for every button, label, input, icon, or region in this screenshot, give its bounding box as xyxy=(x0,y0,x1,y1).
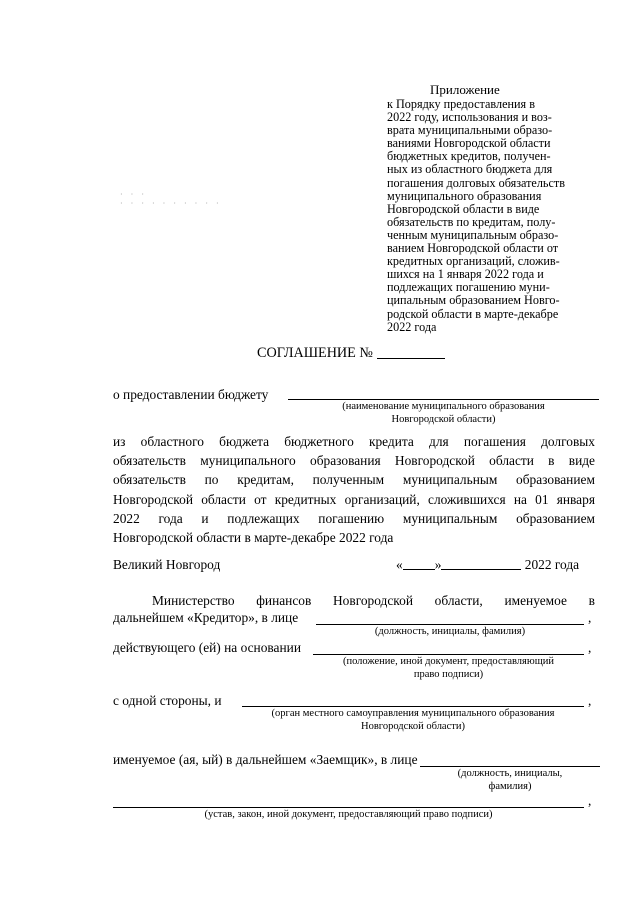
date-year: 2022 года xyxy=(524,557,580,572)
appendix-line: 2022 году, использования и воз- xyxy=(387,110,552,125)
basis-label: действующего (ей) на основании xyxy=(113,640,301,655)
word: бюджетного xyxy=(284,434,354,449)
side-caption xyxy=(242,708,584,733)
comma: , xyxy=(588,610,592,625)
appendix-line: обязательств по кредитам, полу- xyxy=(387,214,556,229)
word: для xyxy=(429,434,449,449)
word: Новгородской xyxy=(333,593,413,608)
word: обязательств xyxy=(113,472,186,488)
word: сложившихся xyxy=(428,491,506,507)
word: муниципальным xyxy=(402,510,498,526)
word: подлежащих xyxy=(227,510,300,526)
budget-caption-line: Новгородской области) xyxy=(391,413,496,425)
appendix-line: подлежащих погашению муни- xyxy=(387,280,550,295)
agreement-title-text: СОГЛАШЕНИЕ № xyxy=(257,345,373,361)
basis-field[interactable] xyxy=(313,640,584,655)
agreement-title xyxy=(257,345,445,362)
word: области xyxy=(201,491,246,507)
word: кредитам, xyxy=(237,472,294,488)
appendix-line: бюджетных кредитов, получен- xyxy=(387,149,551,164)
creditor-label: дальнейшем «Кредитор», в лице xyxy=(113,610,299,625)
word: образованием xyxy=(516,510,595,526)
word: кредитных xyxy=(274,491,337,507)
word: долговых xyxy=(541,434,595,449)
word: Министерство xyxy=(152,593,235,608)
word: погашению xyxy=(318,510,385,526)
borrower-label: именуемое (ая, ый) в дальнейшем «Заемщик», в лице xyxy=(113,752,418,767)
borrower-caption-line: (должность, инициалы, xyxy=(457,768,563,779)
side-caption-line: (орган местного самоуправления муниципального образования xyxy=(271,708,555,719)
word: области xyxy=(489,453,534,469)
appendix-line: врата муниципальными образо- xyxy=(387,123,553,138)
word: от xyxy=(254,491,267,507)
ministry-line xyxy=(152,591,595,610)
appendix-line: родской области в марте-декабре xyxy=(387,306,559,321)
appendix-line: ных из областного бюджета для xyxy=(387,162,553,177)
comma: , xyxy=(588,693,592,708)
word: кредита xyxy=(368,434,414,449)
date-quote-close: » xyxy=(434,557,442,572)
word: образованием xyxy=(516,472,595,488)
word: 2022 xyxy=(113,510,140,526)
appendix-line: к Порядку предоставления в xyxy=(387,97,535,111)
word: 01 xyxy=(535,491,549,507)
word: января xyxy=(556,491,595,507)
word: образования xyxy=(310,453,381,469)
budget-caption xyxy=(288,401,599,426)
appendix-line: погашения долговых обязательств xyxy=(387,175,565,190)
basis-caption xyxy=(313,656,584,681)
budget-label: о предоставлении бюджету xyxy=(113,387,269,402)
word: финансов xyxy=(256,593,312,608)
word: в xyxy=(548,453,555,469)
appendix-text xyxy=(387,98,597,334)
budget-field[interactable] xyxy=(288,386,599,400)
word: года xyxy=(158,510,183,526)
appendix-line: кредитных организаций, сложив- xyxy=(387,254,560,269)
word: погашения xyxy=(463,434,526,449)
purpose-line xyxy=(113,451,595,470)
word: в xyxy=(588,593,595,608)
appendix-line: муниципального образования xyxy=(387,188,542,203)
purpose-line xyxy=(113,509,595,528)
word: муниципальным xyxy=(402,472,498,488)
word: на xyxy=(513,491,527,507)
borrower-caption xyxy=(420,768,600,793)
document-caption: (устав, закон, иной документ, предоставляющий право подписи) xyxy=(204,809,493,820)
basis-caption-line: право подписи) xyxy=(413,668,484,680)
date-line xyxy=(396,557,579,573)
basis-caption-line: (положение, иной документ, предоставляющий xyxy=(342,656,555,667)
creditor-caption: (должность, инициалы, фамилия) xyxy=(374,626,526,637)
borrower-field[interactable] xyxy=(420,752,600,767)
word: виде xyxy=(568,453,595,469)
word: организаций, xyxy=(344,491,420,507)
word: именуемое xyxy=(504,593,567,608)
word: из xyxy=(113,434,126,449)
side-field[interactable] xyxy=(242,692,584,707)
date-month-field[interactable] xyxy=(441,557,521,570)
word: обязательств xyxy=(113,453,186,469)
side-caption-line: Новгородской области) xyxy=(361,720,465,732)
city: Великий Новгород xyxy=(113,557,221,572)
appendix-line: ченным муниципальным образо- xyxy=(387,227,559,242)
side-label: с одной стороны, и xyxy=(113,693,222,708)
budget-caption-line: (наименование муниципального образования xyxy=(342,401,545,412)
agreement-number-field[interactable] xyxy=(377,345,445,359)
purpose-line xyxy=(113,432,595,451)
ministry-words xyxy=(152,591,595,610)
word: области, xyxy=(434,593,483,608)
word: областного xyxy=(140,434,204,449)
scan-specks: · · · · · · · · · · · · · xyxy=(120,190,222,208)
purpose-paragraph xyxy=(113,432,595,547)
purpose-line xyxy=(113,490,595,509)
appendix-line: Новгородской области в виде xyxy=(387,201,540,216)
appendix-line: ваниями Новгородской области xyxy=(387,136,551,151)
comma: , xyxy=(588,640,592,655)
word: бюджета xyxy=(219,434,270,449)
word: и xyxy=(201,510,209,526)
date-day-field[interactable] xyxy=(403,557,435,570)
comma: , xyxy=(588,793,592,808)
appendix-line: шихся на 1 января 2022 года и xyxy=(387,267,544,282)
borrower-caption-line: фамилия) xyxy=(488,780,532,792)
purpose-line xyxy=(113,470,595,489)
purpose-line-last: Новгородской области в марте-декабре 2022 года xyxy=(113,530,394,546)
creditor-field[interactable] xyxy=(316,610,584,625)
appendix-title: Приложение xyxy=(430,82,500,97)
word: муниципального xyxy=(200,453,296,469)
appendix-line: ванием Новгородской области от xyxy=(387,241,559,256)
appendix-line: ципальным образованием Новго- xyxy=(387,293,560,308)
document-field[interactable] xyxy=(113,793,584,808)
appendix-line: 2022 года xyxy=(387,319,437,334)
word: Новгородской xyxy=(113,491,193,507)
word: Новгородской xyxy=(394,453,475,469)
date-quote-open: « xyxy=(396,557,403,572)
word: полученным xyxy=(312,472,385,488)
word: по xyxy=(204,472,219,488)
